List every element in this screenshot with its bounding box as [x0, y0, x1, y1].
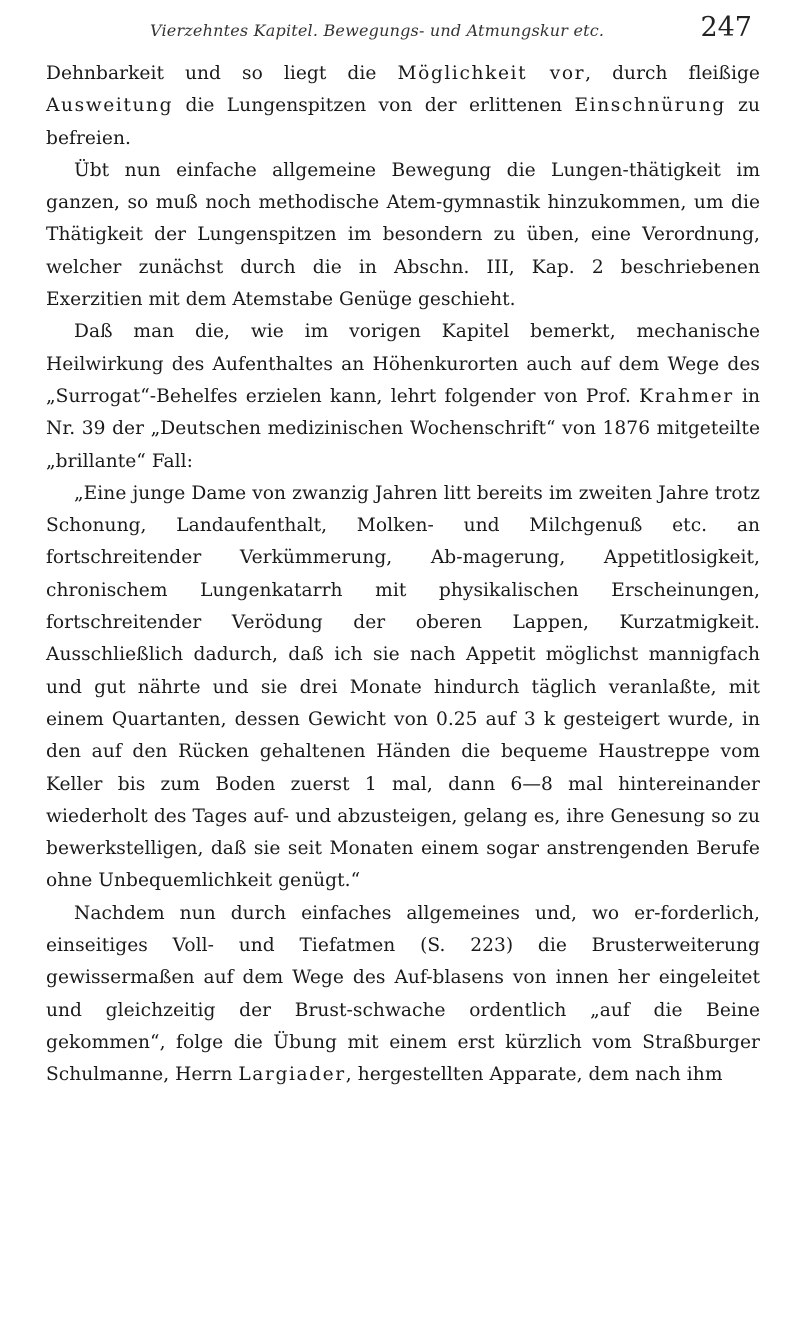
paragraph-3 — [46, 316, 760, 477]
person-name-largiader: Largiader — [238, 1064, 346, 1086]
running-title: Vierzehntes Kapitel. Bewegungs- und Atmungskur etc. — [150, 21, 605, 40]
paragraph-1 — [46, 58, 760, 155]
running-head — [150, 12, 752, 48]
paragraph-5 — [46, 898, 760, 1092]
emphasis-einschnuerung: Einschnürung — [574, 95, 726, 117]
page-number: 247 — [700, 12, 752, 43]
emphasis-moeglichkeit: Möglichkeit vor — [397, 63, 586, 84]
paragraph-1-text-b: , durch fleißige — [585, 63, 760, 84]
paragraph-4-quotation: „Eine junge Dame von zwanzig Jahren litt bereits im zweiten Jahre trotz Schonung, Landaufenthalt, Molken- und Milchgenuß etc. an fortschreitender Verkümmerung, Ab-magerung, Appetitlosigkeit, chronischem Lungenkatarrh mit physikalischen Erscheinungen, fortschreitender Verödung der oberen Lappen, Kurzatmigkeit. Ausschließlich dadurch, daß ich sie nach Appetit möglichst mannigfach und gut nährte und sie drei Monate hindurch täglich veranlaßte, mit einem Quartanten, dessen Gewicht von 0.25 auf 3 k gesteigert wurde, in den auf den Rücken gehaltenen Händen die bequeme Haustreppe vom Keller bis zum Boden zuerst 1 mal, dann 6—8 mal hintereinander wiederholt des Tages auf- und abzusteigen, gelang es, ihre Genesung so zu bewerkstelligen, daß sie seit Monaten einem sogar anstrengenden Berufe ohne Unbequemlichkeit genügt.“ — [46, 482, 760, 892]
paragraph-1-text-d: zu befreien. — [46, 95, 760, 149]
paragraph-1-text-a: Dehnbarkeit und so liegt die — [46, 63, 398, 84]
paragraph-5-text-b: , hergestellten Apparate, dem nach ihm — [345, 1064, 723, 1086]
emphasis-ausweitung: Ausweitung — [46, 95, 174, 117]
paragraph-5-text-a: Nachdem nun durch einfaches allgemeines und, wo er-forderlich, einseitiges Voll- und Tiefatmen (S. 223) die Brusterweiterung gewissermaßen auf dem Wege des Auf-blasens von innen her eingeleitet und gleichzeitig der Brust-schwache ordentlich „auf die Beine gekommen“, folge die Übung mit einem erst kürzlich vom Straßburger Schulmanne, Herrn — [46, 902, 760, 1086]
paragraph-1-text-c: die Lungenspitzen von der erlittenen — [173, 95, 575, 117]
paragraph-3-text-b: in Nr. 39 der „Deutschen medizinischen Wochenschrift“ von 1876 mitgeteilte „brillante“ Fall: — [46, 385, 760, 472]
paragraph-2: Übt nun einfache allgemeine Bewegung die Lungen-thätigkeit im ganzen, so muß noch methodische Atem-gymnastik hinzukommen, um die Thätigkeit der Lungenspitzen im besondern zu üben, eine Verordnung, welcher zunächst durch die in Abschn. III, Kap. 2 beschriebenen Exerzitien mit dem Atemstabe Genüge geschieht. — [46, 159, 760, 311]
author-name-krahmer: Krahmer — [639, 385, 734, 407]
paragraph-3-text-a: Daß man die, wie im vorigen Kapitel bemerkt, mechanische Heilwirkung des Aufenthaltes an Höhenkurorten auch auf dem Wege des „Surrogat“-Behelfes erzielen kann, lehrt folgender von Prof. — [46, 321, 760, 407]
body-text — [46, 58, 760, 1092]
